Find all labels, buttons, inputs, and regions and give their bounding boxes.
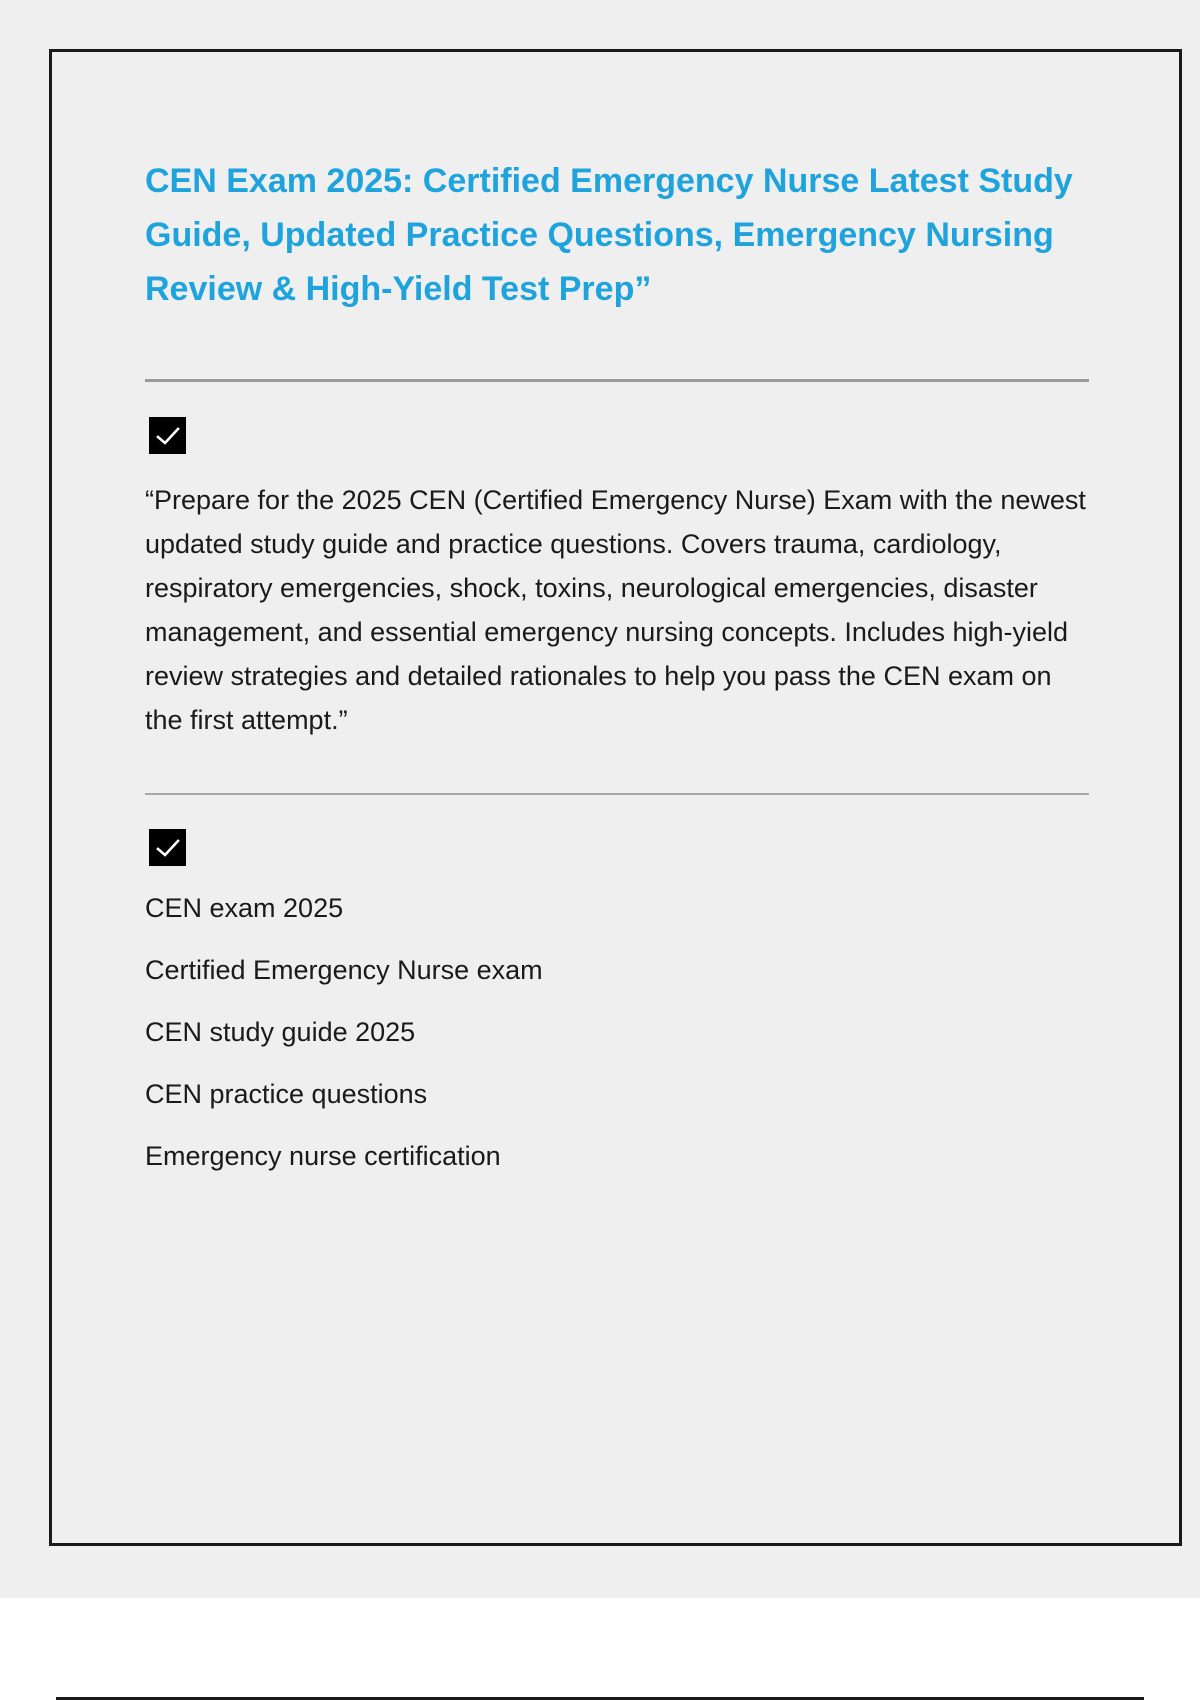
keyword-list xyxy=(145,886,543,1196)
keyword-item: CEN study guide 2025 xyxy=(145,1017,416,1047)
keyword-item: Certified Emergency Nurse exam xyxy=(145,955,543,985)
keyword-item: CEN exam 2025 xyxy=(145,893,344,923)
description-divider xyxy=(145,793,1089,795)
checkbox-keywords xyxy=(149,829,186,866)
keyword-item: CEN practice questions xyxy=(145,1079,428,1109)
keyword-item: Emergency nurse certification xyxy=(145,1141,501,1171)
checkmark-icon xyxy=(155,425,181,447)
document-title: CEN Exam 2025: Certified Emergency Nurse Latest Study Guide, Updated Practice Questions, Emergency Nursing Review & High-Yield Test Prep” xyxy=(145,162,1073,308)
document-description: “Prepare for the 2025 CEN (Certified Emergency Nurse) Exam with the newest updated study guide and practice questions. Covers trauma, cardiology, respiratory emergencies, shock, toxins, neurological emergencies, disaster management, and essential emergency nursing concepts. Includes high-yield review strategies and detailed rationales to help you pass the CEN exam on the first attempt.” xyxy=(145,485,1086,735)
checkmark-icon xyxy=(155,837,181,859)
checkbox-description xyxy=(149,417,186,454)
title-divider xyxy=(145,379,1089,382)
